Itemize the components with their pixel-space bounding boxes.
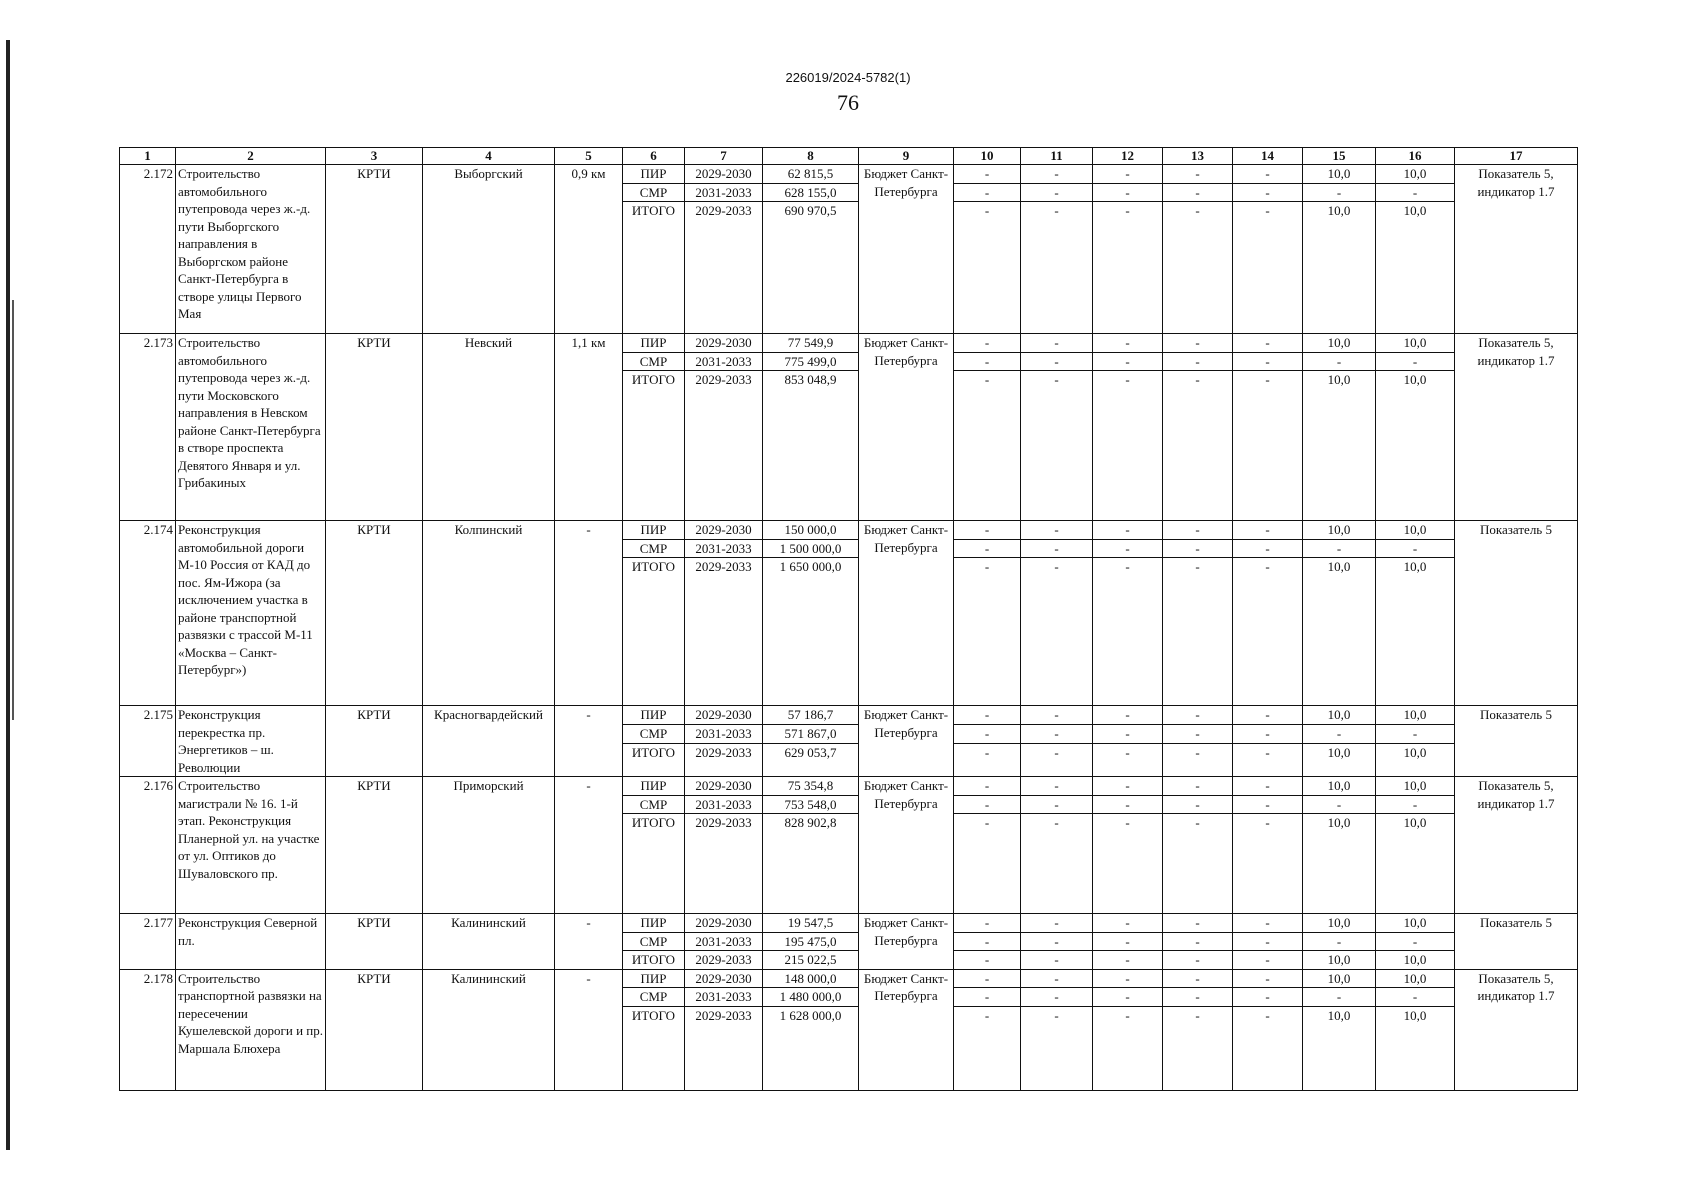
value-cell: 10,0 xyxy=(1376,777,1455,796)
stage-years: 2031-2033 xyxy=(685,795,763,814)
value-cell: - xyxy=(1021,744,1093,777)
value-cell: - xyxy=(1093,914,1163,933)
value-cell: - xyxy=(1233,539,1303,558)
responsible-org: КРТИ xyxy=(326,914,423,970)
column-header: 7 xyxy=(685,148,763,165)
stage-type: СМР xyxy=(623,725,685,744)
stage-years: 2029-2033 xyxy=(685,1006,763,1090)
value-cell: - xyxy=(954,165,1021,184)
length: 1,1 км xyxy=(555,334,623,521)
column-header: 16 xyxy=(1376,148,1455,165)
stage-type: ПИР xyxy=(623,914,685,933)
stage-amount: 690 970,5 xyxy=(763,202,859,334)
value-cell: - xyxy=(1021,558,1093,706)
value-cell: 10,0 xyxy=(1376,334,1455,353)
responsible-org: КРТИ xyxy=(326,165,423,334)
stage-amount: 629 053,7 xyxy=(763,744,859,777)
table-row xyxy=(120,334,1578,353)
value-cell: - xyxy=(1376,352,1455,371)
indicator: Показатель 5, индикатор 1.7 xyxy=(1455,334,1578,521)
stage-amount: 1 650 000,0 xyxy=(763,558,859,706)
value-cell: - xyxy=(1093,951,1163,970)
value-cell: - xyxy=(1093,706,1163,725)
value-cell: 10,0 xyxy=(1303,371,1376,521)
project-name: Строительство транспортной развязки на пересечении Кушелевской дороги и пр. Маршала Блюхера xyxy=(176,969,326,1090)
value-cell: - xyxy=(1021,165,1093,184)
value-cell: - xyxy=(954,1006,1021,1090)
value-cell: - xyxy=(954,777,1021,796)
value-cell: - xyxy=(954,725,1021,744)
stage-years: 2029-2030 xyxy=(685,777,763,796)
stage-amount: 753 548,0 xyxy=(763,795,859,814)
value-cell: - xyxy=(1093,165,1163,184)
value-cell: - xyxy=(1021,334,1093,353)
stage-amount: 1 628 000,0 xyxy=(763,1006,859,1090)
column-header: 1 xyxy=(120,148,176,165)
length: - xyxy=(555,969,623,1090)
project-name: Реконструкция Северной пл. xyxy=(176,914,326,970)
value-cell: - xyxy=(1093,744,1163,777)
value-cell: - xyxy=(1163,202,1233,334)
value-cell: - xyxy=(954,202,1021,334)
table-row xyxy=(120,914,1578,933)
stage-years: 2029-2033 xyxy=(685,744,763,777)
stage-type: ИТОГО xyxy=(623,371,685,521)
stage-type: СМР xyxy=(623,932,685,951)
stage-amount: 1 500 000,0 xyxy=(763,539,859,558)
value-cell: 10,0 xyxy=(1303,558,1376,706)
responsible-org: КРТИ xyxy=(326,969,423,1090)
value-cell: 10,0 xyxy=(1376,1006,1455,1090)
value-cell: - xyxy=(1021,202,1093,334)
value-cell: - xyxy=(954,914,1021,933)
value-cell: - xyxy=(954,521,1021,540)
indicator: Показатель 5 xyxy=(1455,914,1578,970)
column-header: 2 xyxy=(176,148,326,165)
value-cell: - xyxy=(1376,988,1455,1007)
value-cell: - xyxy=(1233,183,1303,202)
value-cell: - xyxy=(1163,706,1233,725)
stage-type: ИТОГО xyxy=(623,951,685,970)
scan-binding-edge xyxy=(6,40,10,1150)
table-row xyxy=(120,521,1578,540)
value-cell: - xyxy=(1021,988,1093,1007)
value-cell: 10,0 xyxy=(1376,202,1455,334)
length: - xyxy=(555,521,623,706)
value-cell: - xyxy=(1163,951,1233,970)
stage-amount: 775 499,0 xyxy=(763,352,859,371)
value-cell: - xyxy=(1163,814,1233,914)
value-cell: - xyxy=(954,539,1021,558)
column-header: 3 xyxy=(326,148,423,165)
value-cell: - xyxy=(1163,914,1233,933)
length: 0,9 км xyxy=(555,165,623,334)
stage-type: СМР xyxy=(623,183,685,202)
value-cell: 10,0 xyxy=(1303,165,1376,184)
value-cell: - xyxy=(954,371,1021,521)
value-cell: - xyxy=(1021,539,1093,558)
column-header: 8 xyxy=(763,148,859,165)
value-cell: - xyxy=(954,706,1021,725)
value-cell: - xyxy=(1233,932,1303,951)
stage-type: ИТОГО xyxy=(623,202,685,334)
value-cell: 10,0 xyxy=(1376,744,1455,777)
funding-source: Бюджет Санкт- Петербурга xyxy=(859,777,954,914)
value-cell: - xyxy=(1303,352,1376,371)
stage-years: 2029-2033 xyxy=(685,558,763,706)
stage-amount: 571 867,0 xyxy=(763,725,859,744)
stage-type: ПИР xyxy=(623,334,685,353)
value-cell: 10,0 xyxy=(1376,706,1455,725)
stage-amount: 57 186,7 xyxy=(763,706,859,725)
district: Приморский xyxy=(423,777,555,914)
value-cell: - xyxy=(1093,352,1163,371)
funding-source: Бюджет Санкт- Петербурга xyxy=(859,334,954,521)
column-header: 14 xyxy=(1233,148,1303,165)
value-cell: - xyxy=(954,969,1021,988)
value-cell: - xyxy=(1163,558,1233,706)
value-cell: - xyxy=(1021,521,1093,540)
project-number: 2.178 xyxy=(120,969,176,1090)
stage-years: 2031-2033 xyxy=(685,932,763,951)
value-cell: - xyxy=(1021,183,1093,202)
value-cell: 10,0 xyxy=(1376,914,1455,933)
value-cell: - xyxy=(1021,725,1093,744)
column-header: 15 xyxy=(1303,148,1376,165)
stage-type: ПИР xyxy=(623,521,685,540)
stage-years: 2031-2033 xyxy=(685,539,763,558)
stage-amount: 628 155,0 xyxy=(763,183,859,202)
table-row xyxy=(120,969,1578,988)
value-cell: - xyxy=(1233,165,1303,184)
value-cell: - xyxy=(1163,1006,1233,1090)
value-cell: 10,0 xyxy=(1376,951,1455,970)
district: Выборгский xyxy=(423,165,555,334)
length: - xyxy=(555,777,623,914)
value-cell: 10,0 xyxy=(1303,202,1376,334)
stage-years: 2029-2030 xyxy=(685,706,763,725)
scan-binding-shadow xyxy=(12,300,14,720)
value-cell: - xyxy=(1233,521,1303,540)
program-table xyxy=(119,147,1578,1091)
stage-type: ПИР xyxy=(623,706,685,725)
stage-amount: 62 815,5 xyxy=(763,165,859,184)
project-name: Реконструкция автомобильной дороги М-10 Россия от КАД до пос. Ям-Ижора (за исключением участка в районе транспортной развязки с трассой М-11 «Москва – Санкт-Петербург») xyxy=(176,521,326,706)
stage-amount: 195 475,0 xyxy=(763,932,859,951)
value-cell: - xyxy=(1303,932,1376,951)
value-cell: - xyxy=(1163,777,1233,796)
stage-years: 2031-2033 xyxy=(685,183,763,202)
value-cell: - xyxy=(954,932,1021,951)
district: Красногвардейский xyxy=(423,706,555,777)
value-cell: - xyxy=(954,795,1021,814)
value-cell: - xyxy=(1021,1006,1093,1090)
column-header: 13 xyxy=(1163,148,1233,165)
value-cell: - xyxy=(1021,969,1093,988)
value-cell: - xyxy=(1233,814,1303,914)
indicator: Показатель 5, индикатор 1.7 xyxy=(1455,165,1578,334)
project-number: 2.177 xyxy=(120,914,176,970)
value-cell: 10,0 xyxy=(1303,814,1376,914)
value-cell: 10,0 xyxy=(1303,706,1376,725)
stage-amount: 853 048,9 xyxy=(763,371,859,521)
value-cell: - xyxy=(1233,334,1303,353)
value-cell: - xyxy=(1376,725,1455,744)
value-cell: - xyxy=(1376,539,1455,558)
value-cell: - xyxy=(1093,521,1163,540)
value-cell: - xyxy=(1093,183,1163,202)
value-cell: - xyxy=(1163,725,1233,744)
value-cell: - xyxy=(1233,969,1303,988)
stage-years: 2029-2030 xyxy=(685,334,763,353)
stage-years: 2029-2033 xyxy=(685,814,763,914)
value-cell: - xyxy=(1163,969,1233,988)
value-cell: - xyxy=(1163,334,1233,353)
value-cell: - xyxy=(1233,951,1303,970)
project-name: Строительство автомобильного путепровода через ж.-д. пути Московского направления в Невском районе Санкт-Петербурга в створе проспекта Девятого Января и ул. Грибакиных xyxy=(176,334,326,521)
responsible-org: КРТИ xyxy=(326,521,423,706)
value-cell: - xyxy=(1093,777,1163,796)
value-cell: - xyxy=(1021,795,1093,814)
project-number: 2.174 xyxy=(120,521,176,706)
value-cell: - xyxy=(1093,202,1163,334)
value-cell: - xyxy=(1021,914,1093,933)
value-cell: - xyxy=(1093,334,1163,353)
value-cell: - xyxy=(1233,202,1303,334)
project-number: 2.175 xyxy=(120,706,176,777)
stage-type: СМР xyxy=(623,795,685,814)
value-cell: 10,0 xyxy=(1303,334,1376,353)
value-cell: - xyxy=(1233,371,1303,521)
value-cell: - xyxy=(954,814,1021,914)
value-cell: 10,0 xyxy=(1303,744,1376,777)
value-cell: - xyxy=(1093,1006,1163,1090)
district: Колпинский xyxy=(423,521,555,706)
responsible-org: КРТИ xyxy=(326,334,423,521)
district: Калининский xyxy=(423,914,555,970)
value-cell: - xyxy=(1376,795,1455,814)
value-cell: - xyxy=(1376,932,1455,951)
value-cell: - xyxy=(1163,932,1233,951)
value-cell: - xyxy=(1163,352,1233,371)
value-cell: - xyxy=(1233,725,1303,744)
table-row xyxy=(120,165,1578,184)
project-number: 2.172 xyxy=(120,165,176,334)
value-cell: - xyxy=(1376,183,1455,202)
stage-years: 2029-2033 xyxy=(685,951,763,970)
value-cell: - xyxy=(1303,183,1376,202)
value-cell: 10,0 xyxy=(1376,371,1455,521)
project-number: 2.176 xyxy=(120,777,176,914)
value-cell: 10,0 xyxy=(1303,1006,1376,1090)
stage-amount: 77 549,9 xyxy=(763,334,859,353)
responsible-org: КРТИ xyxy=(326,777,423,914)
project-number: 2.173 xyxy=(120,334,176,521)
project-name: Строительство автомобильного путепровода через ж.-д. пути Выборгского направления в Выборгском районе Санкт-Петербурга в створе улицы Первого Мая xyxy=(176,165,326,334)
stage-type: ПИР xyxy=(623,165,685,184)
column-header: 6 xyxy=(623,148,685,165)
value-cell: 10,0 xyxy=(1303,951,1376,970)
indicator: Показатель 5 xyxy=(1455,706,1578,777)
value-cell: - xyxy=(1021,352,1093,371)
funding-source: Бюджет Санкт- Петербурга xyxy=(859,521,954,706)
stage-type: СМР xyxy=(623,988,685,1007)
value-cell: 10,0 xyxy=(1376,558,1455,706)
value-cell: - xyxy=(1093,725,1163,744)
stage-years: 2031-2033 xyxy=(685,725,763,744)
value-cell: - xyxy=(1021,814,1093,914)
stage-type: ИТОГО xyxy=(623,558,685,706)
district: Калининский xyxy=(423,969,555,1090)
project-name: Реконструкция перекрестка пр. Энергетиков – ш. Революции xyxy=(176,706,326,777)
value-cell: - xyxy=(1163,371,1233,521)
value-cell: - xyxy=(1093,988,1163,1007)
stage-amount: 19 547,5 xyxy=(763,914,859,933)
value-cell: - xyxy=(1093,795,1163,814)
funding-source: Бюджет Санкт- Петербурга xyxy=(859,165,954,334)
stage-type: ИТОГО xyxy=(623,814,685,914)
value-cell: - xyxy=(1163,744,1233,777)
value-cell: 10,0 xyxy=(1376,814,1455,914)
value-cell: - xyxy=(1303,539,1376,558)
value-cell: - xyxy=(954,334,1021,353)
indicator: Показатель 5 xyxy=(1455,521,1578,706)
value-cell: - xyxy=(1303,988,1376,1007)
value-cell: - xyxy=(954,352,1021,371)
value-cell: - xyxy=(1093,539,1163,558)
responsible-org: КРТИ xyxy=(326,706,423,777)
column-header: 11 xyxy=(1021,148,1093,165)
value-cell: - xyxy=(954,951,1021,970)
value-cell: - xyxy=(1303,725,1376,744)
stage-years: 2031-2033 xyxy=(685,988,763,1007)
value-cell: - xyxy=(1021,706,1093,725)
district: Невский xyxy=(423,334,555,521)
stage-amount: 75 354,8 xyxy=(763,777,859,796)
stage-years: 2031-2033 xyxy=(685,352,763,371)
value-cell: 10,0 xyxy=(1376,521,1455,540)
stage-years: 2029-2033 xyxy=(685,371,763,521)
value-cell: - xyxy=(1163,539,1233,558)
stage-type: ИТОГО xyxy=(623,1006,685,1090)
column-header: 17 xyxy=(1455,148,1578,165)
stage-type: ИТОГО xyxy=(623,744,685,777)
funding-source: Бюджет Санкт- Петербурга xyxy=(859,969,954,1090)
value-cell: - xyxy=(1093,371,1163,521)
value-cell: - xyxy=(1163,988,1233,1007)
page-number: 76 xyxy=(837,90,859,115)
project-name: Строительство магистрали № 16. 1-й этап. Реконструкция Планерной ул. на участке от ул. Оптиков до Шуваловского пр. xyxy=(176,777,326,914)
stage-amount: 215 022,5 xyxy=(763,951,859,970)
value-cell: - xyxy=(1303,795,1376,814)
value-cell: - xyxy=(954,988,1021,1007)
stage-years: 2029-2030 xyxy=(685,521,763,540)
column-header: 10 xyxy=(954,148,1021,165)
value-cell: - xyxy=(1233,352,1303,371)
column-header: 9 xyxy=(859,148,954,165)
value-cell: - xyxy=(954,558,1021,706)
stage-type: ПИР xyxy=(623,777,685,796)
indicator: Показатель 5, индикатор 1.7 xyxy=(1455,969,1578,1090)
stage-years: 2029-2033 xyxy=(685,202,763,334)
value-cell: - xyxy=(1021,371,1093,521)
value-cell: - xyxy=(1163,183,1233,202)
value-cell: - xyxy=(1233,706,1303,725)
value-cell: - xyxy=(1021,932,1093,951)
value-cell: 10,0 xyxy=(1376,165,1455,184)
value-cell: - xyxy=(1163,165,1233,184)
value-cell: - xyxy=(1163,795,1233,814)
value-cell: - xyxy=(1233,914,1303,933)
value-cell: - xyxy=(1233,558,1303,706)
length: - xyxy=(555,706,623,777)
value-cell: - xyxy=(1021,777,1093,796)
stage-years: 2029-2030 xyxy=(685,165,763,184)
value-cell: - xyxy=(1093,969,1163,988)
funding-source: Бюджет Санкт- Петербурга xyxy=(859,706,954,777)
value-cell: - xyxy=(1233,744,1303,777)
value-cell: 10,0 xyxy=(1303,521,1376,540)
table-row xyxy=(120,777,1578,796)
value-cell: - xyxy=(1093,932,1163,951)
value-cell: - xyxy=(1233,1006,1303,1090)
value-cell: 10,0 xyxy=(1303,777,1376,796)
stage-amount: 150 000,0 xyxy=(763,521,859,540)
stage-type: ПИР xyxy=(623,969,685,988)
stage-type: СМР xyxy=(623,352,685,371)
stage-amount: 148 000,0 xyxy=(763,969,859,988)
value-cell: - xyxy=(1233,988,1303,1007)
value-cell: - xyxy=(954,744,1021,777)
value-cell: - xyxy=(1021,951,1093,970)
value-cell: - xyxy=(1233,777,1303,796)
column-header: 4 xyxy=(423,148,555,165)
value-cell: - xyxy=(1093,558,1163,706)
stage-years: 2029-2030 xyxy=(685,914,763,933)
stage-type: СМР xyxy=(623,539,685,558)
indicator: Показатель 5, индикатор 1.7 xyxy=(1455,777,1578,914)
value-cell: - xyxy=(1093,814,1163,914)
stage-years: 2029-2030 xyxy=(685,969,763,988)
stage-amount: 828 902,8 xyxy=(763,814,859,914)
table-row xyxy=(120,706,1578,725)
column-header: 12 xyxy=(1093,148,1163,165)
value-cell: - xyxy=(1163,521,1233,540)
column-number-row xyxy=(120,148,1578,165)
stage-amount: 1 480 000,0 xyxy=(763,988,859,1007)
value-cell: - xyxy=(1233,795,1303,814)
funding-source: Бюджет Санкт- Петербурга xyxy=(859,914,954,970)
value-cell: 10,0 xyxy=(1376,969,1455,988)
value-cell: 10,0 xyxy=(1303,969,1376,988)
column-header: 5 xyxy=(555,148,623,165)
value-cell: - xyxy=(954,183,1021,202)
value-cell: 10,0 xyxy=(1303,914,1376,933)
length: - xyxy=(555,914,623,970)
document-id: 226019/2024-5782(1) xyxy=(785,70,911,85)
